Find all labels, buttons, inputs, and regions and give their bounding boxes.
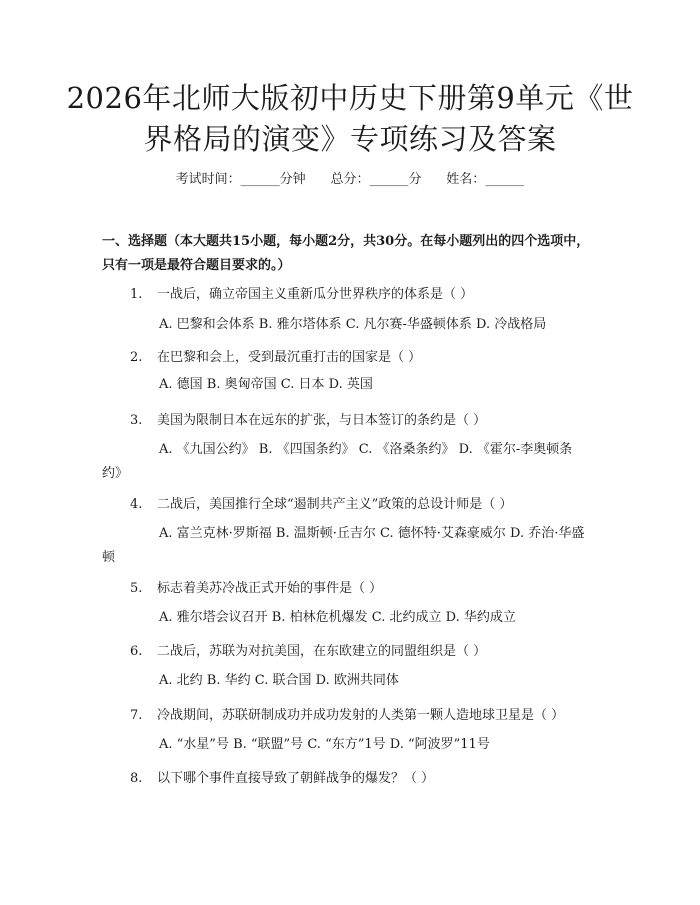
question-3: [130, 409, 590, 428]
exam-time-field: 考试时间：______分钟: [175, 172, 306, 187]
question-stem: 在巴黎和会上，受到最沉重打击的国家是（ ）: [157, 350, 422, 365]
question-5-options: A. 雅尔塔会议召开 B. 柏林危机爆发 C. 北约成立 D. 华约成立: [159, 610, 516, 625]
question-7: [130, 704, 590, 723]
question-6: [130, 640, 590, 659]
question-number: 5.: [130, 581, 143, 596]
exam-meta: [0, 168, 700, 187]
question-1: [130, 283, 590, 302]
question-number: 1.: [130, 287, 143, 302]
question-1-options: A. 巴黎和会体系 B. 雅尔塔体系 C. 凡尔赛-华盛顿体系 D. 冷战格局: [159, 317, 547, 332]
question-4-options: A. 富兰克林·罗斯福 B. 温斯顿·丘吉尔 C. 德怀特·艾森豪威尔 D. 乔治·华盛顿: [102, 526, 585, 565]
question-stem: 二战后，美国推行全球“遏制共产主义”政策的总设计师是（ ）: [157, 497, 513, 512]
question-number: 7.: [130, 708, 143, 723]
total-score-field: 总分：______分: [330, 172, 422, 187]
question-2: [130, 346, 590, 365]
question-8: [130, 767, 590, 786]
question-stem: 一战后，确立帝国主义重新瓜分世界秩序的体系是（ ）: [157, 287, 474, 302]
question-stem: 冷战期间，苏联研制成功并成功发射的人类第一颗人造地球卫星是（ ）: [157, 708, 565, 723]
question-5: [130, 577, 590, 596]
question-stem: 以下哪个事件直接导致了朝鲜战争的爆发？（ ）: [157, 771, 435, 786]
section-heading: 一、选择题（本大题共15小题，每小题2分，共30分。在每小题列出的四个选项中，只有一项是最符合题目要求的。）: [102, 234, 590, 273]
question-4: [130, 493, 590, 512]
document-title: 2026年北师大版初中历史下册第9单元《世界格局的演变》专项练习及答案: [66, 81, 634, 156]
question-3-options: A. 《九国公约》 B. 《四国条约》 C. 《洛桑条约》 D. 《霍尔-李奥顿条约》: [102, 442, 573, 481]
question-stem: 美国为限制日本在远东的扩张，与日本签订的条约是（ ）: [157, 413, 487, 428]
question-number: 4.: [130, 497, 143, 512]
question-stem: 标志着美苏冷战正式开始的事件是（ ）: [157, 581, 383, 596]
question-number: 6.: [130, 644, 143, 659]
student-name-field: 姓名：______: [446, 172, 525, 187]
question-7-options: A. “水星”号 B. “联盟”号 C. “东方”1号 D. “阿波罗”11号: [159, 737, 490, 752]
question-number: 3.: [130, 413, 143, 428]
question-6-options: A. 北约 B. 华约 C. 联合国 D. 欧洲共同体: [159, 673, 399, 688]
question-number: 8.: [130, 771, 143, 786]
question-number: 2.: [130, 350, 143, 365]
question-2-options: A. 德国 B. 奥匈帝国 C. 日本 D. 英国: [159, 377, 373, 392]
question-stem: 二战后，苏联为对抗美国，在东欧建立的同盟组织是（ ）: [157, 644, 487, 659]
